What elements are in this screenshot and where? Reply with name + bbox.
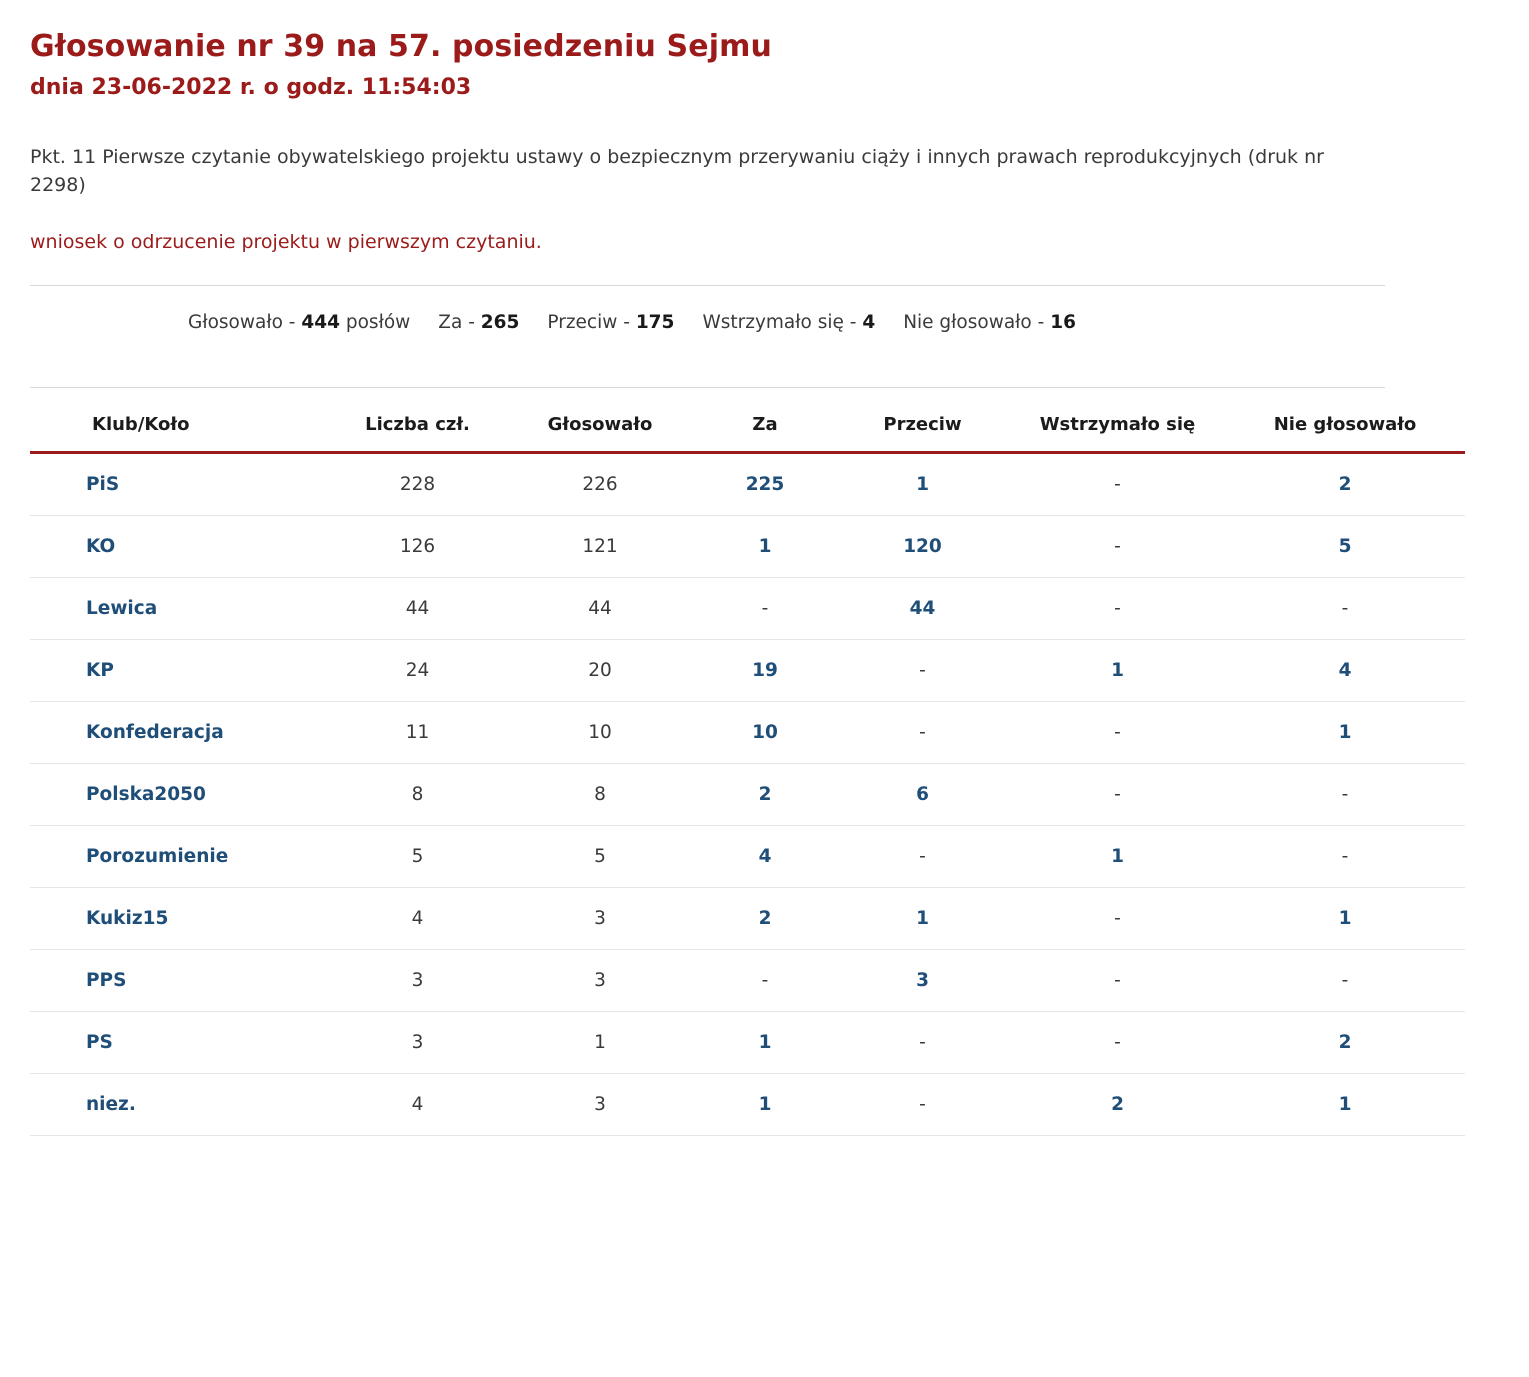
table-row [30,825,1465,887]
table-body [30,452,1465,1135]
cell-for: 1 [695,1011,835,1073]
cell-against: 44 [835,577,1010,639]
cell-abstain: 2 [1010,1073,1225,1135]
cell-club[interactable]: PPS [30,949,330,1011]
col-header-members: Liczba czł. [330,400,505,453]
cell-club[interactable]: Porozumienie [30,825,330,887]
summary-abstain [702,312,875,333]
motion-text: wniosek o odrzucenie projektu w pierwszym czytaniu. [30,231,542,254]
cell-members: 44 [330,577,505,639]
table-row [30,949,1465,1011]
cell-for: 2 [695,763,835,825]
cell-for: 1 [695,1073,835,1135]
cell-members: 5 [330,825,505,887]
cell-abstain: 1 [1010,825,1225,887]
cell-notvoting: 1 [1225,1073,1465,1135]
table-row [30,1011,1465,1073]
summary-for [438,312,519,333]
cell-for: 4 [695,825,835,887]
col-header-against: Przeciw [835,400,1010,453]
cell-members: 24 [330,639,505,701]
cell-voted: 121 [505,515,695,577]
cell-members: 3 [330,949,505,1011]
cell-notvoting: 2 [1225,452,1465,515]
cell-against: 3 [835,949,1010,1011]
cell-voted: 1 [505,1011,695,1073]
summary-against-value: 175 [635,311,675,333]
cell-abstain: - [1010,577,1225,639]
cell-abstain: - [1010,887,1225,949]
cell-against: - [835,1011,1010,1073]
cell-members: 4 [330,887,505,949]
cell-notvoting: - [1225,949,1465,1011]
cell-against: 120 [835,515,1010,577]
cell-abstain: - [1010,452,1225,515]
table-row [30,701,1465,763]
cell-voted: 20 [505,639,695,701]
cell-for: 2 [695,887,835,949]
vote-summary [30,286,1499,359]
cell-voted: 44 [505,577,695,639]
cell-notvoting: 5 [1225,515,1465,577]
cell-club[interactable]: PS [30,1011,330,1073]
cell-club[interactable]: Konfederacja [30,701,330,763]
summary-for-label: Za - [438,311,475,333]
cell-club[interactable]: KO [30,515,330,577]
table-row [30,452,1465,515]
col-header-club: Klub/Koło [30,400,330,453]
table-row [30,763,1465,825]
cell-against: 1 [835,452,1010,515]
cell-members: 228 [330,452,505,515]
cell-abstain: - [1010,701,1225,763]
cell-club[interactable]: Kukiz15 [30,887,330,949]
cell-abstain: 1 [1010,639,1225,701]
summary-notvoting-label: Nie głosowało - [903,311,1045,333]
cell-for: - [695,949,835,1011]
club-votes-table [30,400,1465,1136]
summary-abstain-value: 4 [862,311,876,333]
col-header-for: Za [695,400,835,453]
col-header-notvoting: Nie głosowało [1225,400,1465,453]
cell-for: 1 [695,515,835,577]
summary-notvoting-value: 16 [1050,311,1076,333]
cell-against: 1 [835,887,1010,949]
cell-voted: 10 [505,701,695,763]
cell-abstain: - [1010,763,1225,825]
cell-club[interactable]: niez. [30,1073,330,1135]
table-row [30,887,1465,949]
cell-notvoting: 1 [1225,701,1465,763]
cell-voted: 3 [505,949,695,1011]
table-header-row [30,400,1465,453]
summary-against-label: Przeciw - [547,311,630,333]
cell-notvoting: - [1225,577,1465,639]
table-row [30,577,1465,639]
cell-voted: 226 [505,452,695,515]
cell-against: - [835,701,1010,763]
cell-for: - [695,577,835,639]
cell-against: - [835,639,1010,701]
cell-voted: 3 [505,887,695,949]
cell-notvoting: - [1225,763,1465,825]
cell-members: 11 [330,701,505,763]
summary-against [547,312,674,333]
cell-members: 126 [330,515,505,577]
summary-voted-label: Głosowało - [188,311,296,333]
summary-voted-suffix: posłów [345,311,411,333]
table-row [30,639,1465,701]
table-row [30,1073,1465,1135]
cell-club[interactable]: PiS [30,452,330,515]
cell-notvoting: - [1225,825,1465,887]
cell-against: - [835,1073,1010,1135]
cell-club[interactable]: KP [30,639,330,701]
cell-voted: 8 [505,763,695,825]
summary-voted [188,312,410,333]
cell-notvoting: 1 [1225,887,1465,949]
agenda-point-text: Pkt. 11 Pierwsze czytanie obywatelskiego projektu ustawy o bezpiecznym przerywaniu ciąży i innych prawach reprodukcyjnych (druk nr 2298) [30,146,1324,196]
cell-for: 225 [695,452,835,515]
cell-abstain: - [1010,949,1225,1011]
cell-voted: 5 [505,825,695,887]
cell-for: 10 [695,701,835,763]
cell-notvoting: 4 [1225,639,1465,701]
cell-members: 8 [330,763,505,825]
cell-for: 19 [695,639,835,701]
cell-against: 6 [835,763,1010,825]
table-row [30,515,1465,577]
cell-against: - [835,825,1010,887]
cell-notvoting: 2 [1225,1011,1465,1073]
cell-club[interactable]: Lewica [30,577,330,639]
summary-voted-value: 444 [301,311,340,333]
cell-abstain: - [1010,1011,1225,1073]
summary-abstain-label: Wstrzymało się - [702,311,857,333]
cell-members: 4 [330,1073,505,1135]
col-header-abstain: Wstrzymało się [1010,400,1225,453]
cell-members: 3 [330,1011,505,1073]
summary-for-value: 265 [480,311,520,333]
summary-notvoting [903,312,1076,333]
cell-club[interactable]: Polska2050 [30,763,330,825]
cell-voted: 3 [505,1073,695,1135]
cell-abstain: - [1010,515,1225,577]
page-title: Głosowanie nr 39 na 57. posiedzeniu Sejmu [30,29,772,64]
col-header-voted: Głosowało [505,400,695,453]
page-subtitle: dnia 23-06-2022 r. o godz. 11:54:03 [30,74,472,100]
divider-bottom [30,387,1385,388]
